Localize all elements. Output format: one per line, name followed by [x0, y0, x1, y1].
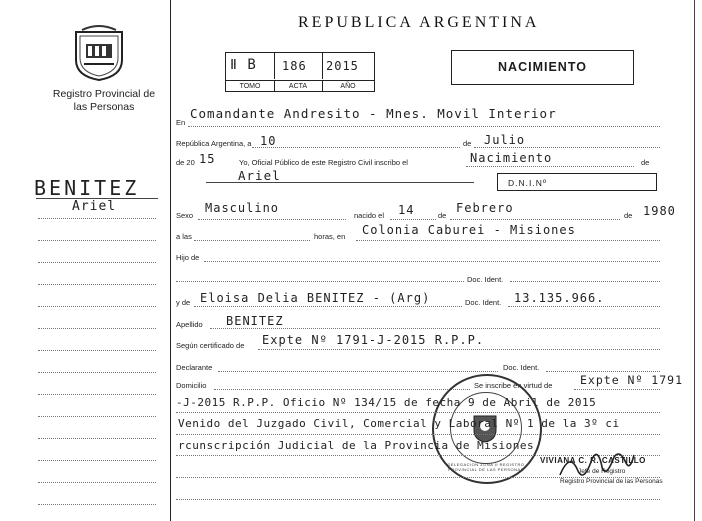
mother-doc: 13.135.966.: [514, 291, 605, 305]
republica-prefix: República Argentina, a: [176, 139, 252, 148]
y-de-label: y de: [176, 298, 191, 307]
signature-scribble: [556, 445, 636, 485]
acta-value: 186: [282, 59, 307, 73]
oficial-text: Yo, Oficial Público de este Registro Civil inscribo el: [239, 158, 408, 167]
year-suffix: 15: [199, 152, 216, 166]
apellido-value: BENITEZ: [226, 314, 284, 328]
apellido-label: Apellido: [176, 320, 203, 329]
en-label: En: [176, 118, 186, 127]
tomo-value: Ⅱ B: [230, 57, 257, 73]
name-value: Ariel: [238, 168, 281, 183]
left-divider: [170, 0, 171, 521]
registry-shield-logo: [68, 22, 130, 82]
certificado-label: Según certificado de: [176, 341, 245, 350]
mother-name: Eloisa Delia BENITEZ - (Arg): [200, 291, 431, 305]
de-label: de: [463, 139, 472, 148]
signer-title-2: Registro Provincial de las Personas: [560, 478, 663, 485]
birth-year: 1980: [643, 204, 676, 218]
month-value: Julio: [484, 133, 526, 147]
virtud-value: Expte Nº 1791: [580, 373, 684, 387]
birth-month: Febrero: [456, 201, 514, 215]
doc-ident2-label: Doc. Ident.: [465, 298, 502, 307]
de3-label: de: [624, 211, 633, 220]
seal-text: DELEGACION ZONA II REGISTRO PROVINCIAL DE LAS PERSONAS: [447, 462, 525, 472]
certificado-value: Expte Nº 1791-J-2015 R.P.P.: [262, 333, 485, 347]
acta-label: ACTA: [274, 80, 323, 92]
note-line-3: rcunscripción Judicial de la Provincia de Misiones.: [178, 439, 542, 452]
de-20-label: de 20: [176, 158, 195, 167]
dni-box: [497, 173, 657, 191]
signer-name: VIVIANA C. R. CASTILLO: [540, 456, 646, 465]
hijo-label: Hijo de: [176, 253, 200, 262]
signer-title-1: Jefe de Registro: [578, 468, 626, 475]
note-line-1: -J-2015 R.P.P. Oficio Nº 134/15 de fecha 9 de Abril de 2015: [176, 396, 597, 409]
tomo-acta-ano-box: [225, 52, 375, 92]
de-end-label: de: [641, 158, 650, 167]
declarante-label: Declarante: [176, 363, 213, 372]
day-value: 10: [260, 134, 277, 148]
domicilio-label: Domicilio: [176, 381, 207, 390]
doc-ident-label: Doc. Ident.: [467, 275, 504, 284]
ano-value: 2015: [326, 59, 359, 73]
nacido-label: nacido el: [354, 211, 385, 220]
registry-name: Registro Provincial de las Personas: [52, 88, 156, 113]
tomo-label: TOMO: [226, 80, 275, 92]
virtud-label: Se inscribe en virtud de: [474, 381, 553, 390]
act-type-box: NACIMIENTO: [451, 50, 634, 85]
birth-day: 14: [398, 203, 415, 217]
de2-label: de: [438, 211, 447, 220]
note-line-2: Venido del Juzgado Civil, Comercial y Laboral Nº 1 de la 3º ci: [178, 417, 620, 430]
horas-label: horas, en: [314, 232, 346, 241]
dni-label: D.N.I.Nº: [508, 178, 547, 188]
country-title: REPUBLICA ARGENTINA: [298, 14, 540, 31]
a-las-label: a las: [176, 232, 192, 241]
sexo-value: Masculino: [205, 201, 280, 215]
birth-place: Colonia Caburei - Misiones: [362, 223, 576, 237]
right-divider: [694, 0, 695, 521]
inscribo-value: Nacimiento: [470, 151, 553, 165]
doc-ident3-label: Doc. Ident.: [503, 363, 540, 372]
left-given-name: Ariel: [72, 199, 117, 214]
sexo-label: Sexo: [176, 211, 194, 220]
place-value: Comandante Andresito - Mnes. Movil Interior: [190, 106, 557, 121]
left-surname: BENITEZ: [34, 176, 140, 200]
ano-label: AÑO: [322, 80, 374, 92]
